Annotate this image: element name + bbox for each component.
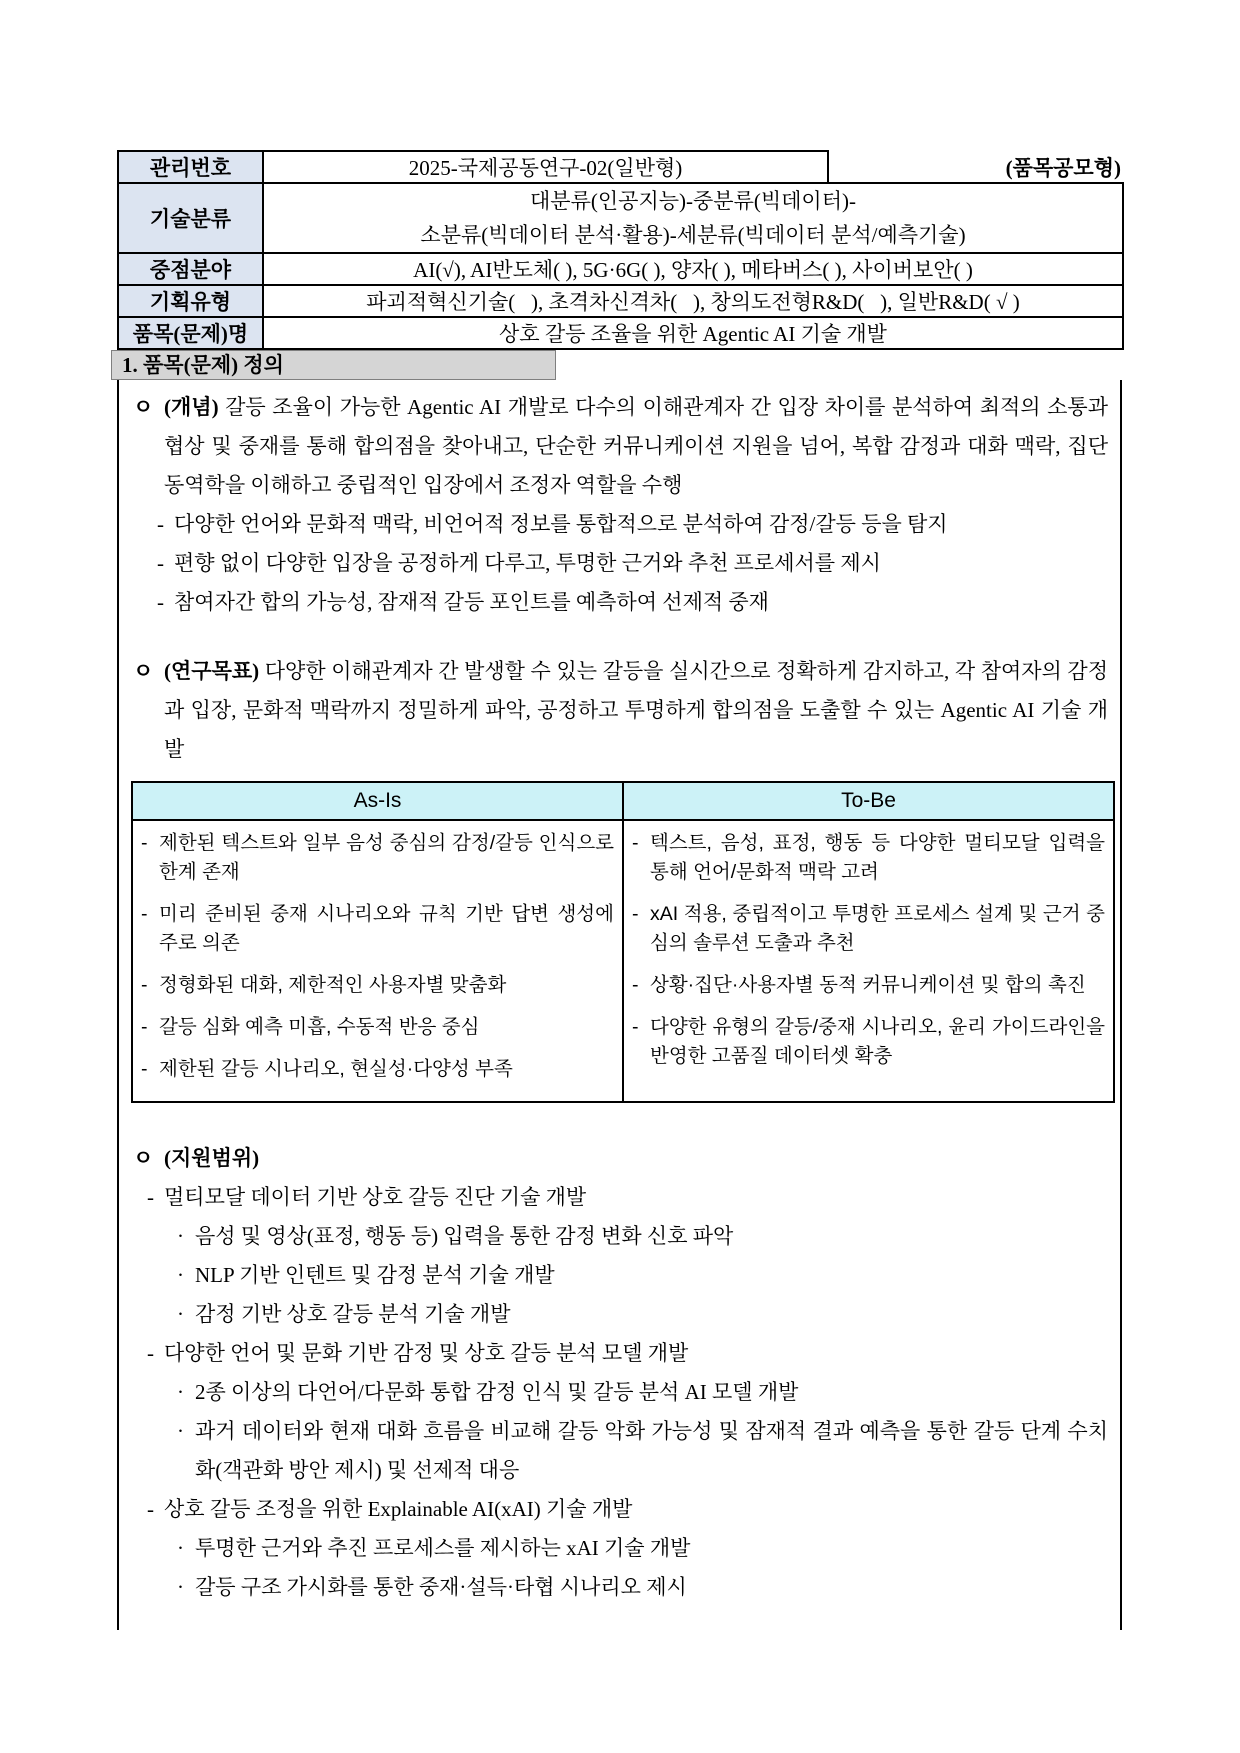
scope-item	[131, 1256, 1108, 1295]
dash-bullet: -	[632, 1016, 639, 1038]
circle-bullet: ㅇ	[133, 1146, 154, 1170]
dash-bullet: -	[141, 974, 148, 996]
circle-bullet: ㅇ	[133, 659, 154, 683]
asis-item-text: 미리 준비된 중재 시나리오와 규칙 기반 답변 생성에 주로 의존	[159, 903, 614, 954]
tobe-header-cell: To-Be	[623, 782, 1114, 820]
asis-item	[139, 1055, 614, 1084]
item-name-value: 상호 갈등 조율을 위한 Agentic AI 기술 개발	[263, 317, 1123, 349]
tobe-item-text: 텍스트, 음성, 표정, 행동 등 다양한 멀티모달 입력을 통해 언어/문화적 맥락 고려	[650, 832, 1105, 883]
scope-item-text: 상호 갈등 조정을 위한 Explainable AI(xAI) 기술 개발	[164, 1497, 633, 1521]
focus-area-value: AI(√), AI반도체( ), 5G·6G( ), 양자( ), 메타버스( ), 사이버보안( )	[263, 253, 1123, 285]
spacer	[131, 769, 1108, 781]
tech-class-value	[263, 183, 1123, 253]
tech-class-row	[118, 183, 1123, 253]
tobe-list	[623, 820, 1114, 1102]
asis-item	[139, 971, 614, 1000]
plan-type-label: 기획유형	[118, 285, 263, 317]
concept-subitem	[131, 505, 1108, 544]
spacer	[131, 622, 1108, 652]
scope-heading: (지원범위)	[164, 1146, 260, 1170]
asis-item-text: 갈등 심화 예측 미흡, 수동적 반응 중심	[159, 1016, 480, 1038]
dot-bullet: ·	[177, 1302, 184, 1326]
plan-type-row	[118, 285, 1123, 317]
tobe-item	[630, 1013, 1105, 1071]
dash-bullet: -	[141, 1016, 148, 1038]
asis-list	[132, 820, 623, 1102]
tech-class-line1: 대분류(인공지능)-중분류(빅데이터)-	[530, 189, 856, 213]
spacer	[131, 1103, 1108, 1139]
plan-type-value: 파괴적혁신기술( ), 초격차신격차( ), 창의도전형R&D( ), 일반R&D( √ )	[263, 285, 1123, 317]
asis-header-cell: As-Is	[132, 782, 623, 820]
dot-bullet: ·	[177, 1263, 184, 1287]
scope-item-text: NLP 기반 인텐트 및 감정 분석 기술 개발	[195, 1263, 555, 1287]
scope-item	[131, 1217, 1108, 1256]
scope-item-text: 2종 이상의 다언어/다문화 통합 감정 인식 및 갈등 분석 AI 모델 개발	[195, 1380, 799, 1404]
dash-bullet: -	[147, 1497, 154, 1521]
asis-tobe-body-row	[132, 820, 1114, 1102]
asis-item	[139, 829, 614, 887]
concept-subitem	[131, 544, 1108, 583]
concept-subitem-text: 참여자간 합의 가능성, 잠재적 갈등 포인트를 예측하여 선제적 중재	[174, 590, 769, 614]
goal-heading: (연구목표)	[164, 659, 260, 683]
admin-number-label: 관리번호	[118, 151, 263, 183]
scope-item	[131, 1529, 1108, 1568]
dash-bullet: -	[147, 1185, 154, 1209]
asis-item-text: 정형화된 대화, 제한적인 사용자별 맞춤화	[159, 974, 507, 996]
dash-bullet: -	[157, 551, 164, 575]
scope-item-text: 과거 데이터와 현재 대화 흐름을 비교해 갈등 악화 가능성 및 잠재적 결과 예측을 통한 갈등 단계 수치화(객관화 방안 제시) 및 선제적 대응	[195, 1419, 1108, 1482]
concept-heading: (개념)	[164, 395, 219, 419]
scope-item	[131, 1490, 1108, 1529]
dot-bullet: ·	[177, 1224, 184, 1248]
tech-class-line2: 소분류(빅데이터 분석·활용)-세분류(빅데이터 분석/예측기술)	[420, 223, 966, 247]
dash-bullet: -	[632, 974, 639, 996]
tech-class-label: 기술분류	[118, 183, 263, 253]
focus-area-row	[118, 253, 1123, 285]
concept-subitem	[131, 583, 1108, 622]
scope-item-text: 감정 기반 상호 갈등 분석 기술 개발	[195, 1302, 511, 1326]
dash-bullet: -	[147, 1341, 154, 1365]
section-title-bar: 1. 품목(문제) 정의	[111, 350, 556, 380]
scope-item-text: 다양한 언어 및 문화 기반 감정 및 상호 갈등 분석 모델 개발	[164, 1341, 689, 1365]
asis-item-text: 제한된 텍스트와 일부 음성 중심의 감정/갈등 인식으로 한계 존재	[159, 832, 614, 883]
asis-item	[139, 1013, 614, 1042]
dash-bullet: -	[141, 832, 148, 854]
scope-item	[131, 1334, 1108, 1373]
dash-bullet: -	[632, 832, 639, 854]
asis-tobe-table	[131, 781, 1115, 1103]
tobe-item-text: xAI 적용, 중립적이고 투명한 프로세스 설계 및 근거 중심의 솔루션 도출과 추천	[650, 903, 1105, 954]
scope-item-text: 음성 및 영상(표정, 행동 등) 입력을 통한 감정 변화 신호 파악	[195, 1224, 734, 1248]
concept-subitem-text: 편향 없이 다양한 입장을 공정하게 다루고, 투명한 근거와 추천 프로세서를 제시	[174, 551, 881, 575]
document-content	[117, 150, 1122, 1630]
admin-number-row	[118, 151, 1123, 183]
tobe-item	[630, 900, 1105, 958]
scope-item	[131, 1178, 1108, 1217]
definition-box	[117, 380, 1122, 1630]
scope-item	[131, 1373, 1108, 1412]
offer-type-badge: (품목공모형)	[828, 151, 1123, 183]
scope-paragraph	[131, 1139, 1108, 1178]
item-name-row	[118, 317, 1123, 349]
scope-item	[131, 1568, 1108, 1607]
scope-item-text: 멀티모달 데이터 기반 상호 갈등 진단 기술 개발	[164, 1185, 587, 1209]
goal-paragraph	[131, 652, 1108, 769]
scope-item-text: 갈등 구조 가시화를 통한 중재·설득·타협 시나리오 제시	[195, 1575, 687, 1599]
tobe-item-text: 상황·집단·사용자별 동적 커뮤니케이션 및 합의 촉진	[650, 974, 1086, 996]
item-name-label: 품목(문제)명	[118, 317, 263, 349]
concept-paragraph	[131, 388, 1108, 505]
scope-item-text: 투명한 근거와 추진 프로세스를 제시하는 xAI 기술 개발	[195, 1536, 691, 1560]
dash-bullet: -	[157, 590, 164, 614]
dot-bullet: ·	[177, 1380, 184, 1404]
circle-bullet: ㅇ	[133, 395, 154, 419]
dot-bullet: ·	[177, 1575, 184, 1599]
admin-number-value: 2025-국제공동연구-02(일반형)	[263, 151, 828, 183]
dash-bullet: -	[141, 1058, 148, 1080]
tobe-item-text: 다양한 유형의 갈등/중재 시나리오, 윤리 가이드라인을 반영한 고품질 데이터셋 확충	[650, 1016, 1105, 1067]
dash-bullet: -	[157, 512, 164, 536]
asis-tobe-header-row	[132, 782, 1114, 820]
scope-item	[131, 1295, 1108, 1334]
concept-text: 갈등 조율이 가능한 Agentic AI 개발로 다수의 이해관계자 간 입장 차이를 분석하여 최적의 소통과 협상 및 중재를 통해 합의점을 찾아내고, 단순한 커뮤니케이션 지원을 넘어, 복합 감정과 대화 맥락, 집단 동역학을 이해하고 중립적인 입장에서 조정자 역할을 수행	[164, 395, 1109, 497]
goal-text: 다양한 이해관계자 간 발생할 수 있는 갈등을 실시간으로 정확하게 감지하고, 각 참여자의 감정과 입장, 문화적 맥락까지 정밀하게 파악, 공정하고 투명하게 합의점을 도출할 수 있는 Agentic AI 기술 개발	[164, 659, 1109, 761]
scope-item	[131, 1412, 1108, 1490]
focus-area-label: 중점분야	[118, 253, 263, 285]
header-meta-table	[117, 150, 1124, 350]
dash-bullet: -	[141, 903, 148, 925]
dot-bullet: ·	[177, 1419, 184, 1443]
asis-item-text: 제한된 갈등 시나리오, 현실성·다양성 부족	[159, 1058, 513, 1080]
dot-bullet: ·	[177, 1536, 184, 1560]
tobe-item	[630, 829, 1105, 887]
tobe-item	[630, 971, 1105, 1000]
asis-item	[139, 900, 614, 958]
concept-subitem-text: 다양한 언어와 문화적 맥락, 비언어적 정보를 통합적으로 분석하여 감정/갈등 등을 탐지	[174, 512, 948, 536]
dash-bullet: -	[632, 903, 639, 925]
